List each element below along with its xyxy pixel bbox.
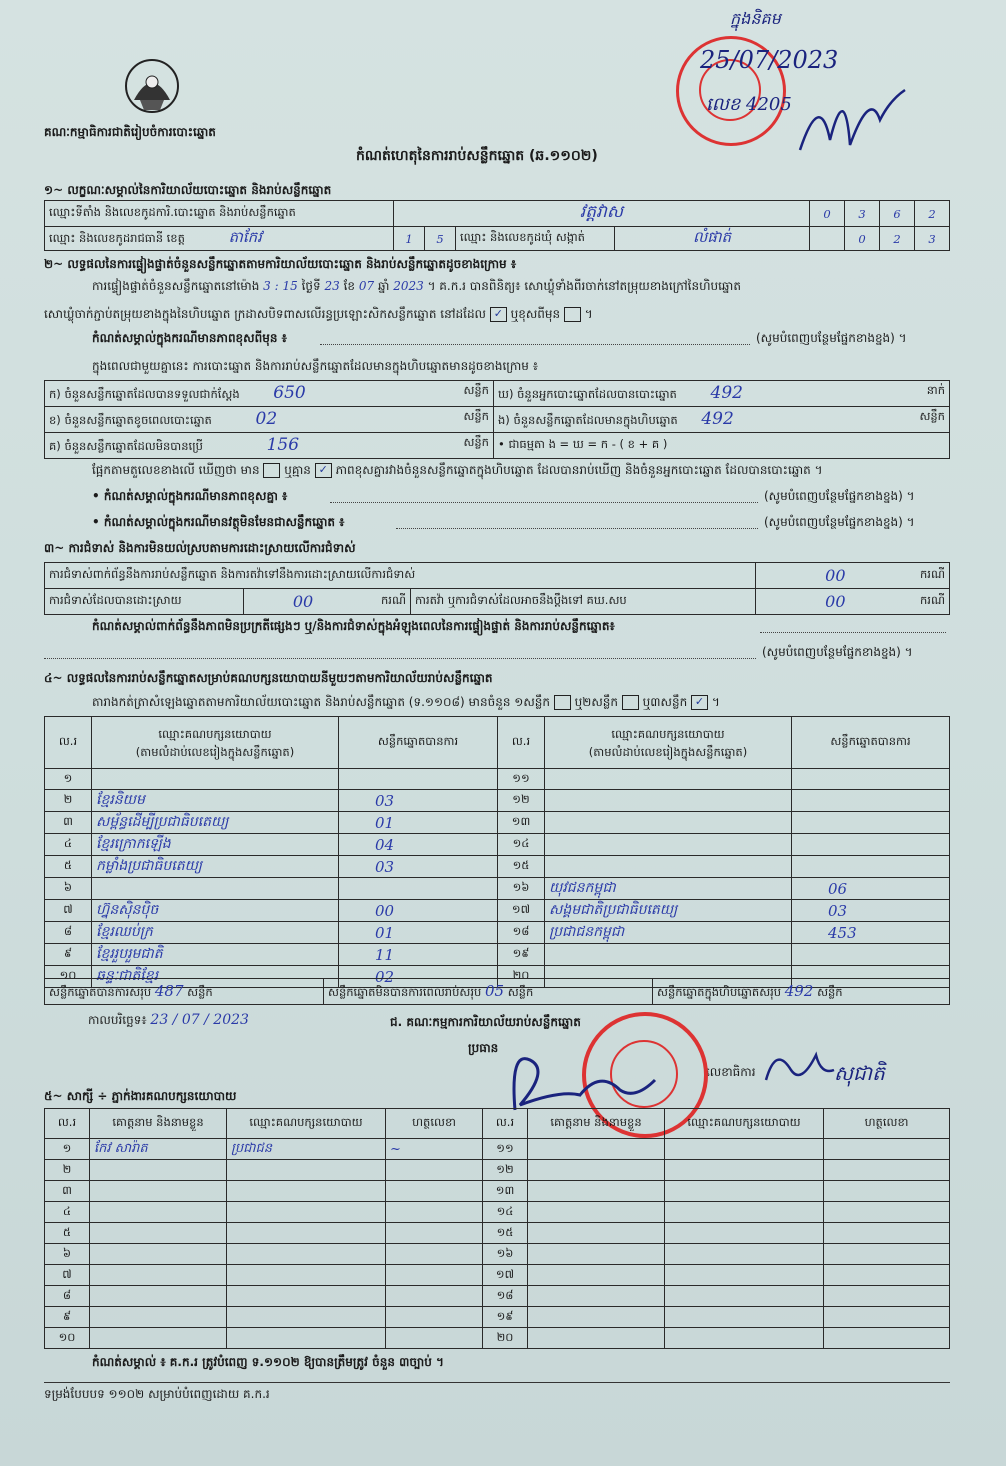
agent-sign bbox=[386, 1160, 483, 1181]
verify-time: 3 : 15 bbox=[263, 279, 298, 293]
ballot-intro: ក្នុងពេលជាមួយគ្នានេះ ការបោះឆ្នោត និងការរាប់សន្លឹកឆ្នោតដែលមានក្នុងហិបឆ្នោតមានដូចខាងក្រោម ៖ bbox=[92, 359, 538, 373]
col-party bbox=[545, 717, 792, 769]
same-checkbox[interactable]: ✓ bbox=[490, 307, 507, 322]
col-no: ល.រ bbox=[45, 1109, 90, 1139]
three-sheet-checkbox[interactable]: ✓ bbox=[691, 695, 708, 710]
spoiled-label: ខ) ចំនួនសន្លឹកឆ្នោតខូចពេលបោះឆ្នោត bbox=[49, 413, 212, 427]
party-name bbox=[545, 834, 792, 856]
col-party-sub: (តាមលំដាប់លេខរៀងក្នុងសន្លឹកឆ្នោត) bbox=[588, 744, 748, 759]
section4-title: ៤~ លទ្ធផលនៃការរាប់សន្លឹកឆ្នោតសម្រាប់គណបក្សនយោបាយនីមួយៗតាមការិយាល័យរាប់សន្លឹកឆ្នោត bbox=[44, 671, 493, 685]
col-no: ល.រ bbox=[45, 717, 92, 769]
party-votes: 03 bbox=[339, 790, 498, 812]
agent-party bbox=[665, 1223, 824, 1244]
receipt-note: ក្នុងនិគម bbox=[730, 9, 781, 28]
commune-code-empty bbox=[810, 227, 845, 251]
agent-no: ៤ bbox=[45, 1202, 90, 1223]
party-name: យុវជនកម្ពុជា bbox=[545, 878, 792, 900]
agent-party bbox=[227, 1328, 386, 1349]
has-discrepancy-checkbox[interactable] bbox=[263, 463, 280, 478]
agent-name bbox=[528, 1139, 665, 1160]
party-votes: 453 bbox=[792, 922, 950, 944]
party-votes: 00 bbox=[339, 900, 498, 922]
agent-no: ១០ bbox=[45, 1328, 90, 1349]
date-label: កាលបរិច្ឆេទ៖ bbox=[88, 1013, 147, 1027]
commune-value: លំផាត់ bbox=[615, 227, 810, 251]
irregularity-note-line bbox=[760, 632, 946, 633]
discrepancy-note-hint: (សូមបំពេញបន្ថែមផ្នែកខាងខ្នង) ។ bbox=[764, 489, 915, 503]
agent-name bbox=[90, 1307, 227, 1328]
box-total-label: សន្លឹកឆ្នោតក្នុងហិបឆ្នោតសរុប bbox=[657, 984, 782, 999]
agent-name bbox=[90, 1181, 227, 1202]
table-row bbox=[45, 1139, 950, 1160]
unused-label: គ) ចំនួនសន្លឹកឆ្នោតដែលមិនបានប្រើ bbox=[49, 439, 203, 453]
location-label: ឈ្មោះទីតាំង និងលេខកូដការិ.បោះឆ្នោត និងរាប់សន្លឹកឆ្នោត bbox=[45, 201, 394, 227]
verify-day-label: ថ្ងៃទី bbox=[301, 279, 321, 293]
table-row bbox=[45, 1307, 950, 1328]
agent-no: ១៨ bbox=[483, 1286, 528, 1307]
received-label: ក) ចំនួនសន្លឹកឆ្នោតដែលបានទទួលជាក់ស្តែង bbox=[49, 387, 240, 401]
valid-total-label: សន្លឹកឆ្នោតបានការសរុប bbox=[49, 984, 152, 999]
agent-sign: ~ bbox=[386, 1139, 483, 1160]
agent-sign bbox=[824, 1160, 950, 1181]
col-sign: ហត្ថលេខា bbox=[386, 1109, 483, 1139]
valid-total-value: 487 bbox=[154, 981, 184, 1000]
spoiled-unit: សន្លឹក bbox=[463, 409, 489, 423]
row-number: ៥ bbox=[45, 856, 92, 878]
agent-sign bbox=[386, 1244, 483, 1265]
party-name: ខ្មែរឈប់ក្រ bbox=[92, 922, 339, 944]
agent-party bbox=[665, 1139, 824, 1160]
agent-name bbox=[528, 1223, 665, 1244]
agent-name bbox=[528, 1202, 665, 1223]
table-row bbox=[45, 1286, 950, 1307]
agent-no: ១៥ bbox=[483, 1223, 528, 1244]
row-number: ៩ bbox=[45, 944, 92, 966]
party-name bbox=[545, 944, 792, 966]
table-row bbox=[45, 769, 950, 790]
table-row bbox=[45, 1202, 950, 1223]
irregularity-hint: (សូមបំពេញបន្ថែមផ្នែកខាងខ្នង) ។ bbox=[762, 645, 913, 659]
receipt-number: លេខ 4205 bbox=[706, 94, 792, 115]
commune-code-digit: 2 bbox=[880, 227, 915, 251]
totals-table bbox=[44, 978, 950, 1005]
party-name: ខ្មែរក្រោកឡើង bbox=[92, 834, 339, 856]
agent-name bbox=[90, 1160, 227, 1181]
chair-label: ប្រធាន bbox=[468, 1041, 499, 1055]
party-name: ប្រជាជនកម្ពុជា bbox=[545, 922, 792, 944]
agent-no: ៣ bbox=[45, 1181, 90, 1202]
code-digit: 3 bbox=[845, 201, 880, 227]
row-number: ១២ bbox=[498, 790, 545, 812]
discrepancy-tail: ភាពខុសគ្នារវាងចំនួនសន្លឹកឆ្នោតក្នុងហិបឆ្នោត ដែលបានរាប់ឃើញ និងចំនួនអ្នកបោះឆ្នោត ដែលបានបោះឆ្នោត ។ bbox=[335, 463, 823, 477]
agent-no: ១៣ bbox=[483, 1181, 528, 1202]
agent-no: ១៩ bbox=[483, 1307, 528, 1328]
agent-sign bbox=[824, 1286, 950, 1307]
party-votes: 03 bbox=[339, 856, 498, 878]
party-name bbox=[545, 812, 792, 834]
table-row bbox=[45, 1160, 950, 1181]
party-votes bbox=[792, 944, 950, 966]
formula-note: • ជាធម្មតា ង = ឃ = ក - ( ខ + គ ) bbox=[494, 433, 950, 459]
voters-label: ឃ) ចំនួនអ្នកបោះឆ្នោតដែលបានបោះឆ្នោត bbox=[498, 387, 677, 401]
table-row bbox=[45, 878, 950, 900]
objection-unit: ករណី bbox=[914, 563, 949, 589]
agent-party bbox=[227, 1244, 386, 1265]
commune-label: ឈ្មោះ និងលេខកូដឃុំ សង្កាត់ bbox=[456, 227, 615, 251]
agent-name bbox=[90, 1328, 227, 1349]
party-votes: 11 bbox=[339, 944, 498, 966]
box-total-value: 492 bbox=[784, 981, 814, 1000]
agent-party bbox=[227, 1223, 386, 1244]
col-party-sub: (តាមលំដាប់លេខរៀងក្នុងសន្លឹកឆ្នោត) bbox=[135, 744, 295, 759]
col-party-label: ឈ្មោះគណបក្សនយោបាយ bbox=[158, 726, 272, 741]
agent-name bbox=[528, 1265, 665, 1286]
table-row bbox=[45, 1265, 950, 1286]
province-label-text: ឈ្មោះ និងលេខកូដរាជធានី ខេត្ត bbox=[49, 230, 185, 245]
invalid-total-unit: សន្លឹក bbox=[507, 984, 534, 999]
code-digit: 0 bbox=[810, 201, 845, 227]
col-no: ល.រ bbox=[498, 717, 545, 769]
party-votes: 04 bbox=[339, 834, 498, 856]
agent-no: ៨ bbox=[45, 1286, 90, 1307]
agent-sign bbox=[824, 1202, 950, 1223]
code-digit: 2 bbox=[915, 201, 950, 227]
party-votes bbox=[792, 834, 950, 856]
objection-table bbox=[44, 562, 950, 615]
invalid-total-label: សន្លឹកឆ្នោតមិនបានការពេលរាប់សរុប bbox=[328, 984, 482, 999]
agent-name bbox=[528, 1328, 665, 1349]
row-number: ១៨ bbox=[498, 922, 545, 944]
agent-no: ៧ bbox=[45, 1265, 90, 1286]
table-row bbox=[45, 1223, 950, 1244]
party-name: សម្ព័ន្ធដើម្បីប្រជាធិបតេយ្យ bbox=[92, 812, 339, 834]
col-sign: ហត្ថលេខា bbox=[824, 1109, 950, 1139]
location-value: វត្តវាស bbox=[394, 201, 810, 227]
party-name: កម្លាំងប្រជាធិបតេយ្យ bbox=[92, 856, 339, 878]
verify-month: 07 bbox=[358, 279, 375, 293]
agent-no: ១១ bbox=[483, 1139, 528, 1160]
agent-party bbox=[665, 1181, 824, 1202]
tally-intro: តារាងកត់ត្រាសំឡេងឆ្នោតតាមការិយាល័យបោះឆ្នោត និងរាប់សន្លឹកឆ្នោត (ទ.១១០៨) មានចំនួន ១សន្លឹក bbox=[92, 695, 550, 709]
party-votes bbox=[339, 769, 498, 790]
table-row bbox=[45, 944, 950, 966]
irregularity-note-line2 bbox=[44, 658, 756, 659]
two-sheet-checkbox[interactable] bbox=[622, 695, 639, 710]
col-party: ឈ្មោះគណបក្សនយោបាយ bbox=[227, 1109, 386, 1139]
foreign-object-label: • កំណត់សម្គាល់ក្នុងករណីមានវត្ថុមិនមែនជាសន្លឹកឆ្នោត ៖ bbox=[92, 515, 345, 529]
verify-day: 23 bbox=[324, 279, 340, 293]
agent-party bbox=[665, 1307, 824, 1328]
agent-party bbox=[665, 1160, 824, 1181]
party-votes: 01 bbox=[339, 922, 498, 944]
invalid-total-value: 05 bbox=[484, 981, 505, 1000]
agent-no: ១២ bbox=[483, 1160, 528, 1181]
province-value: តាកែវ bbox=[228, 227, 262, 246]
table-row bbox=[45, 1181, 950, 1202]
party-name bbox=[92, 878, 339, 900]
agent-name bbox=[90, 1265, 227, 1286]
unused-value: 156 bbox=[266, 435, 300, 455]
party-votes: 06 bbox=[792, 878, 950, 900]
resolved-unit: ករណី bbox=[362, 589, 411, 615]
party-name: ខ្មែររួបរួមជាតិ bbox=[92, 944, 339, 966]
org-name: គណៈកម្មាធិការជាតិរៀបចំការបោះឆ្នោត bbox=[44, 125, 216, 139]
row-number: ១៦ bbox=[498, 878, 545, 900]
change-note-line bbox=[320, 344, 750, 345]
foreign-object-hint: (សូមបំពេញបន្ថែមផ្នែកខាងខ្នង) ។ bbox=[764, 515, 915, 529]
agent-no: ២០ bbox=[483, 1328, 528, 1349]
commune-code-digit: 3 bbox=[915, 227, 950, 251]
col-votes: សន្លឹកឆ្នោតបានការ bbox=[792, 717, 950, 769]
party-name bbox=[92, 769, 339, 790]
spoiled-value: 02 bbox=[255, 409, 278, 429]
discrepancy-note-line bbox=[330, 502, 758, 503]
inbox-label: ង) ចំនួនសន្លឹកឆ្នោតដែលមានក្នុងហិបឆ្នោត bbox=[498, 413, 678, 427]
change-note-hint: (សូមបំពេញបន្ថែមផ្នែកខាងខ្នង) ។ bbox=[756, 331, 907, 345]
agent-sign bbox=[824, 1328, 950, 1349]
three-sheet-label: ឬ៣សន្លឹក bbox=[642, 695, 688, 709]
code-digit: 6 bbox=[880, 201, 915, 227]
table-row bbox=[45, 922, 950, 944]
section2-title: ២~ លទ្ធផលនៃការផ្ទៀងផ្ទាត់ចំនួនសន្លឹកឆ្នោតតាមការិយាល័យបោះឆ្នោត និងរាប់សន្លឹកឆ្នោតដូចខាងក្រោម ៖ bbox=[44, 257, 517, 271]
row-number: ១១ bbox=[498, 769, 545, 790]
agent-sign bbox=[824, 1181, 950, 1202]
row-number: ៦ bbox=[45, 878, 92, 900]
seal-text: សោឃ្លុំចាក់ភ្ជាប់តម្រុយខាងក្នុងនៃហិបឆ្នោត ក្រដាសបិទពាសលើរន្ធប្រឡោះសិកសន្លឹកឆ្នោត នៅដដែល bbox=[44, 307, 486, 321]
appeal-unit: ករណី bbox=[914, 589, 949, 615]
changed-checkbox[interactable] bbox=[564, 307, 581, 322]
party-name bbox=[545, 856, 792, 878]
committee-label: ជ. គណៈកម្មការការិយាល័យរាប់សន្លឹកឆ្នោត bbox=[390, 1015, 581, 1029]
date-line bbox=[88, 1012, 249, 1028]
no-discrepancy-checkbox[interactable]: ✓ bbox=[315, 463, 332, 478]
row-number: ២០ bbox=[498, 966, 545, 988]
table-row bbox=[45, 1328, 950, 1349]
agent-name bbox=[90, 1286, 227, 1307]
party-name bbox=[545, 790, 792, 812]
irregularity-note-label: កំណត់សម្គាល់ពាក់ព័ន្ធនឹងភាពមិនប្រក្រតីផ្សេងៗ ឬ/និងការជំទាស់ក្នុងអំឡុងពេលនៃការផ្ទៀងផ្ទាត់ និងការរាប់សន្លឹកឆ្នោត៖ bbox=[92, 619, 615, 633]
valid-total-unit: សន្លឹក bbox=[187, 984, 213, 999]
agent-party bbox=[665, 1328, 824, 1349]
party-name: ហ្វ៊ុនស៊ិនប៉ិច bbox=[92, 900, 339, 922]
agent-party bbox=[227, 1286, 386, 1307]
received-unit: សន្លឹក bbox=[463, 383, 489, 397]
date-value: 23 / 07 / 2023 bbox=[150, 1012, 249, 1028]
col-party bbox=[92, 717, 339, 769]
agent-sign bbox=[386, 1202, 483, 1223]
table-row bbox=[45, 1244, 950, 1265]
agent-party bbox=[227, 1265, 386, 1286]
agent-sign bbox=[386, 1265, 483, 1286]
table-row bbox=[45, 834, 950, 856]
appeal-label: ការតវ៉ា ឬការជំទាស់ដែលអាចនឹងប្តឹងទៅ គឃ.សប bbox=[411, 589, 756, 615]
section5-title: ៥~ សាក្សី ÷ ភ្នាក់ងារគណបក្សនយោបាយ bbox=[44, 1089, 237, 1103]
province-code-digit: 5 bbox=[425, 227, 456, 251]
agent-no: ១៧ bbox=[483, 1265, 528, 1286]
footer-divider bbox=[44, 1382, 950, 1383]
discrepancy-none-label: ឬគ្មាន bbox=[284, 463, 311, 477]
tally-sheet-line: តារាងកត់ត្រាសំឡេងឆ្នោតតាមការិយាល័យបោះឆ្នោត និងរាប់សន្លឹកឆ្នោត (ទ.១១០៨) មានចំនួន ១សន្លឹក ឬ២សន្លឹក ឬ៣សន្លឹក ✓ ។ bbox=[92, 695, 720, 709]
secretary-signature-icon bbox=[756, 1040, 836, 1090]
party-votes: 03 bbox=[792, 900, 950, 922]
party-name: ឆន្ទៈជាតិខ្មែរ bbox=[92, 966, 339, 988]
table-row bbox=[45, 856, 950, 878]
party-votes-table bbox=[44, 716, 950, 988]
ballot-count-table bbox=[44, 380, 950, 459]
box-total-unit: សន្លឹក bbox=[817, 984, 843, 999]
discrepancy-has-label: ផ្អែកតាមតួលេខខាងលើ ឃើញថា មាន bbox=[92, 463, 260, 477]
party-votes bbox=[792, 790, 950, 812]
agent-sign bbox=[386, 1286, 483, 1307]
province-code-digit: 1 bbox=[394, 227, 425, 251]
col-party: ឈ្មោះគណបក្សនយោបាយ bbox=[665, 1109, 824, 1139]
party-votes: 01 bbox=[339, 812, 498, 834]
footnote: កំណត់សម្គាល់ ៖ គ.ក.រ ត្រូវបំពេញ ទ.១១០២ ឱ្យបានត្រឹមត្រូវ ចំនួន ៣ច្បាប់ ។ bbox=[92, 1355, 444, 1369]
agent-no: ៩ bbox=[45, 1307, 90, 1328]
agent-name bbox=[528, 1244, 665, 1265]
agent-party bbox=[227, 1181, 386, 1202]
col-no: ល.រ bbox=[483, 1109, 528, 1139]
party-name: សង្គមជាតិប្រជាធិបតេយ្យ bbox=[545, 900, 792, 922]
table-row bbox=[45, 790, 950, 812]
appeal-value: 00 bbox=[756, 589, 915, 615]
discrepancy-line bbox=[92, 462, 823, 478]
agent-name bbox=[90, 1223, 227, 1244]
agent-sign bbox=[386, 1307, 483, 1328]
agent-sign bbox=[386, 1223, 483, 1244]
agent-party bbox=[665, 1286, 824, 1307]
party-votes bbox=[792, 812, 950, 834]
agent-no: ១៦ bbox=[483, 1244, 528, 1265]
agent-name bbox=[528, 1286, 665, 1307]
row-number: ១៧ bbox=[498, 900, 545, 922]
inbox-value: 492 bbox=[701, 409, 734, 429]
table-row bbox=[45, 812, 950, 834]
unused-unit: សន្លឹក bbox=[463, 435, 489, 449]
col-name: គោត្តនាម និងនាមខ្លួន bbox=[90, 1109, 227, 1139]
resolved-label: ការជំទាស់ដែលបានដោះស្រាយ bbox=[45, 589, 244, 615]
signature-icon bbox=[790, 70, 910, 160]
col-party-label: ឈ្មោះគណបក្សនយោបាយ bbox=[611, 726, 725, 741]
row-number: ១០ bbox=[45, 966, 92, 988]
agent-no: ២ bbox=[45, 1160, 90, 1181]
party-votes bbox=[792, 856, 950, 878]
agents-table bbox=[44, 1108, 950, 1349]
agent-no: ១៤ bbox=[483, 1202, 528, 1223]
party-votes bbox=[792, 769, 950, 790]
row-number: ១ bbox=[45, 769, 92, 790]
form-title: កំណត់ហេតុនៃការរាប់សន្លឹកឆ្នោត (ឆ.១១០២) bbox=[356, 148, 598, 164]
col-name: គោត្តនាម និងនាមខ្លួន bbox=[528, 1109, 665, 1139]
verify-year-label: ឆ្នាំ bbox=[377, 279, 390, 293]
row-number: ៣ bbox=[45, 812, 92, 834]
col-votes: សន្លឹកឆ្នោតបានការ bbox=[339, 717, 498, 769]
agent-party bbox=[665, 1202, 824, 1223]
verify-tail: ។ គ.ក.រ បានពិនិត្យ៖ សោឃ្លុំទាំងពីរចាក់នៅតម្រុយខាងក្រៅនៃហិបឆ្នោត bbox=[427, 279, 741, 293]
agent-party: ប្រជាជន bbox=[227, 1139, 386, 1160]
agent-name bbox=[90, 1244, 227, 1265]
agent-no: ១ bbox=[45, 1139, 90, 1160]
agent-sign bbox=[824, 1307, 950, 1328]
verify-month-label: ខែ bbox=[343, 279, 355, 293]
row-number: ១៩ bbox=[498, 944, 545, 966]
nec-emblem-icon bbox=[124, 56, 180, 120]
secretary-label: លេខាធិការ bbox=[706, 1065, 756, 1079]
foreign-object-line bbox=[396, 528, 758, 529]
party-name: ខ្មែរនិយម bbox=[92, 790, 339, 812]
inbox-unit: សន្លឹក bbox=[919, 409, 945, 423]
agent-sign bbox=[824, 1139, 950, 1160]
agent-name bbox=[90, 1202, 227, 1223]
row-number: ២ bbox=[45, 790, 92, 812]
agent-name bbox=[528, 1181, 665, 1202]
agent-party bbox=[227, 1307, 386, 1328]
row-number: ៧ bbox=[45, 900, 92, 922]
province-label bbox=[45, 227, 394, 251]
agent-no: ៥ bbox=[45, 1223, 90, 1244]
changed-label: ឬខុសពីមុន bbox=[510, 307, 561, 321]
voters-unit: នាក់ bbox=[926, 383, 945, 397]
agent-sign bbox=[824, 1223, 950, 1244]
commune-code-digit: 0 bbox=[845, 227, 880, 251]
form-footer: ទម្រង់បែបបទ ១១០២ សម្រាប់បំពេញដោយ គ.ក.រ bbox=[44, 1387, 270, 1401]
verify-year: 2023 bbox=[393, 279, 424, 293]
agent-sign bbox=[386, 1328, 483, 1349]
agent-sign bbox=[386, 1181, 483, 1202]
verification-line bbox=[92, 278, 741, 294]
agent-party bbox=[227, 1160, 386, 1181]
row-number: ១៣ bbox=[498, 812, 545, 834]
party-votes bbox=[339, 878, 498, 900]
objection-value: 00 bbox=[756, 563, 915, 589]
party-votes: 02 bbox=[339, 966, 498, 988]
discrepancy-note-label: • កំណត់សម្គាល់ក្នុងករណីមានភាពខុសគ្នា ៖ bbox=[92, 489, 288, 503]
section1-title: ១~ លក្ខណៈសម្គាល់នៃការិយាល័យបោះឆ្នោត និងរាប់សន្លឹកឆ្នោត bbox=[44, 183, 332, 197]
one-sheet-checkbox[interactable] bbox=[554, 695, 571, 710]
voters-value: 492 bbox=[710, 383, 743, 403]
agent-party bbox=[665, 1244, 824, 1265]
agent-sign bbox=[824, 1244, 950, 1265]
change-note-label: កំណត់សម្គាល់ក្នុងករណីមានភាពខុសពីមុន ៖ bbox=[92, 331, 287, 345]
agent-party bbox=[227, 1202, 386, 1223]
receipt-date: 25/07/2023 bbox=[700, 46, 839, 74]
objection-label: ការជំទាស់ពាក់ព័ន្ធនឹងការរាប់សន្លឹកឆ្នោត និងការតវ៉ាទៅនឹងការដោះស្រាយលើការជំទាស់ bbox=[45, 563, 756, 589]
verify-time-label: ការផ្ទៀងផ្ទាត់ចំនួនសន្លឹកឆ្នោតនៅម៉ោង bbox=[92, 279, 260, 293]
row-number: ១៤ bbox=[498, 834, 545, 856]
row-number: ៨ bbox=[45, 922, 92, 944]
secretary-name: សុជាតិ bbox=[834, 1061, 885, 1085]
received-value: 650 bbox=[273, 383, 306, 403]
section1-table bbox=[44, 200, 950, 251]
section3-title: ៣~ ការជំទាស់ និងការមិនយល់ស្របតាមការដោះស្រាយលើការជំទាស់ bbox=[44, 541, 356, 555]
agent-name: កែវ សារ៉ាត bbox=[90, 1139, 227, 1160]
two-sheet-label: ឬ២សន្លឹក bbox=[574, 695, 619, 709]
row-number: ៤ bbox=[45, 834, 92, 856]
seal-line: សោឃ្លុំចាក់ភ្ជាប់តម្រុយខាងក្នុងនៃហិបឆ្នោត ក្រដាសបិទពាសលើរន្ធប្រឡោះសិកសន្លឹកឆ្នោត នៅដដែល ✓ ឬខុសពីមុន ។ bbox=[44, 307, 593, 321]
agent-party bbox=[665, 1265, 824, 1286]
table-row bbox=[45, 900, 950, 922]
agent-sign bbox=[824, 1265, 950, 1286]
party-name bbox=[545, 769, 792, 790]
agent-name bbox=[528, 1160, 665, 1181]
agent-no: ៦ bbox=[45, 1244, 90, 1265]
agent-name bbox=[528, 1307, 665, 1328]
row-number: ១៥ bbox=[498, 856, 545, 878]
resolved-value: 00 bbox=[244, 589, 363, 615]
